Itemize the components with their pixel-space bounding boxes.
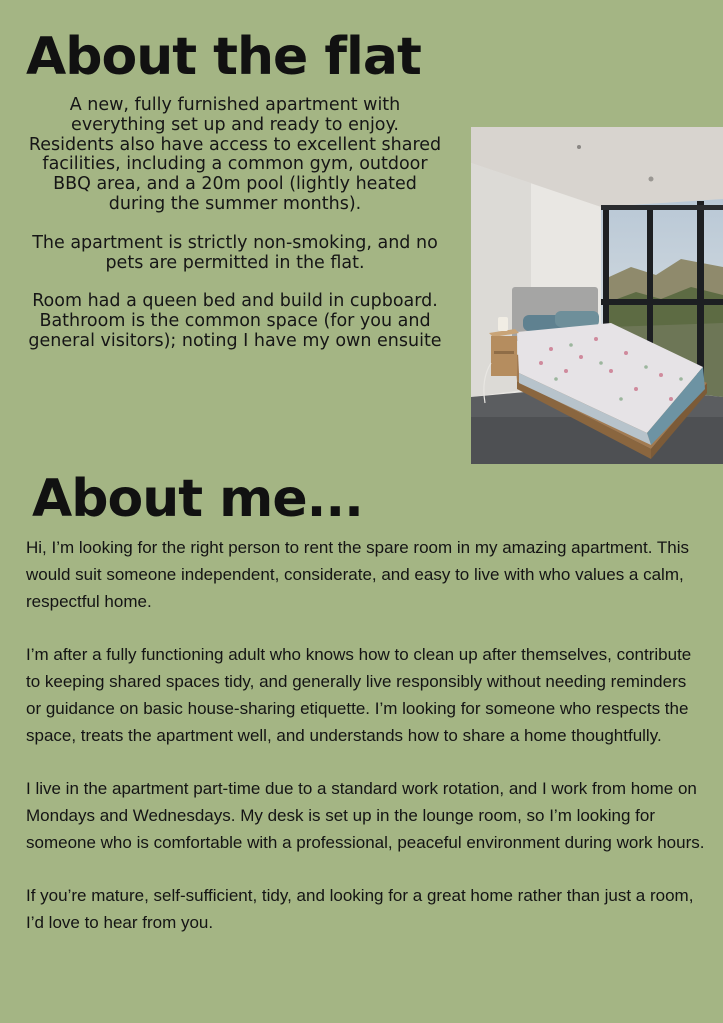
- me-heading: About me...: [32, 469, 363, 529]
- me-paragraph-3: I live in the apartment part-time due to a standard work rotation, and I work from home on Mondays and Wednesdays. My desk is set up in the lounge room, so I’m looking for someone who is comfortable with a professional, peaceful environment during work hours.: [26, 779, 705, 852]
- me-description: [26, 535, 706, 964]
- flat-description: [26, 96, 444, 371]
- flat-paragraph-1: A new, fully furnished apartment with everything set up and ready to enjoy. Residents also have access to excellent shared facilities, including a common gym, outdoor BBQ area, and a 20m pool (lightly heated during the summer months).: [28, 95, 442, 214]
- flat-heading: About the flat: [26, 27, 421, 87]
- bedroom-photo: [471, 127, 723, 464]
- flat-paragraph-2: The apartment is strictly non-smoking, and no pets are permitted in the flat.: [32, 232, 438, 273]
- flat-paragraph-3: Room had a queen bed and build in cupboard. Bathroom is the common space (for you and general visitors); noting I have my own ensuite: [28, 291, 442, 351]
- me-paragraph-1: Hi, I’m looking for the right person to rent the spare room in my amazing apartment. This would suit someone independent, considerate, and easy to live with who values a calm, respectful home.: [26, 538, 689, 611]
- me-paragraph-4: If you’re mature, self-sufficient, tidy, and looking for a great home rather than just a room, I’d love to hear from you.: [26, 886, 694, 933]
- me-paragraph-2: I’m after a fully functioning adult who knows how to clean up after themselves, contribute to keeping shared spaces tidy, and generally live responsibly without needing reminders or guidance on basic house-sharing etiquette. I’m looking for someone who respects the space, treats the apartment well, and understands how to share a home thoughtfully.: [26, 645, 692, 745]
